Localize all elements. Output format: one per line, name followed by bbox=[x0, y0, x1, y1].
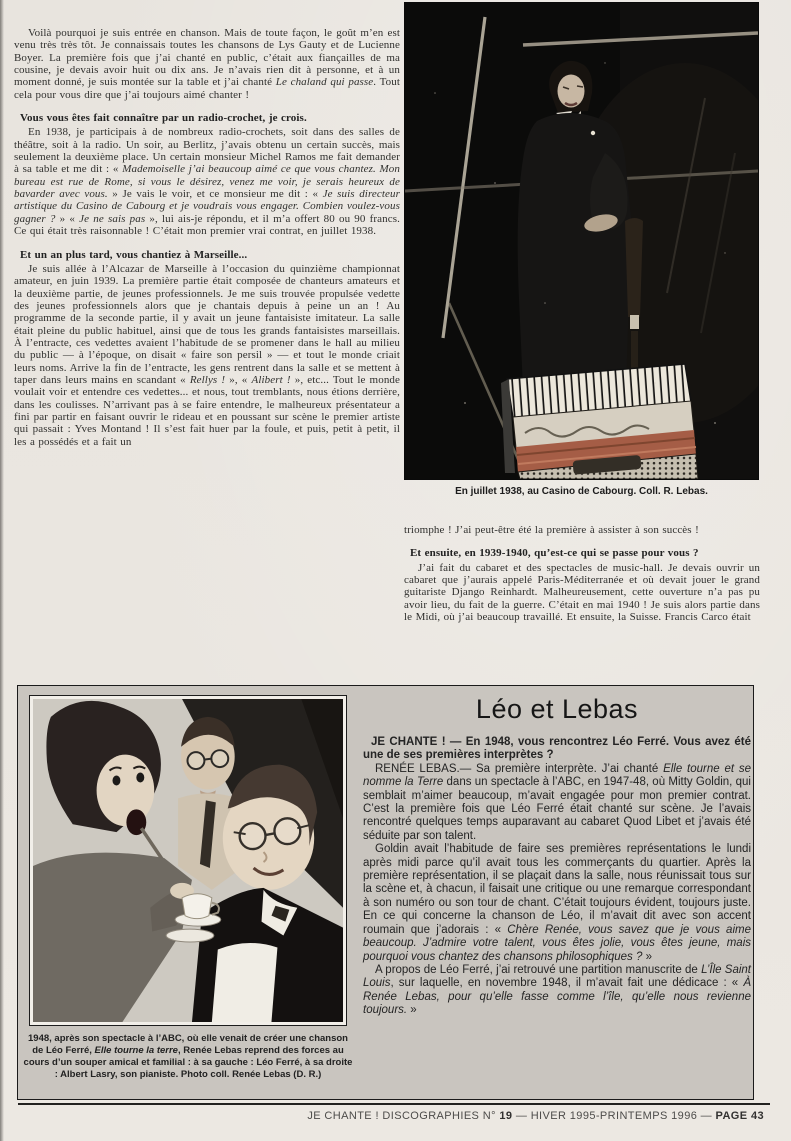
feature-box-text-column bbox=[363, 692, 751, 1018]
answer-paragraph: En 1938, je participais à de nombreux radio-crochets, soit dans des salles de théâtre, soit à la radio. Un soir, au Berlitz, j’avais obtenu un certain succès, mais seulement la deuxième place. Un certain monsieur Michel Ramos me fait demander à sa table et me dit : « Mademoiselle j’ai beaucoup aimé ce que vous chantez. Mon bureau est rue de Rome, si vous le désirez, venez me voir, je serais heureux de bavarder avec vous. » Je vais le voir, et ce monsieur me dit : « Je suis directeur artistique du Casino de Cabourg et je voudrais vous engager. Combien voulez-vous gagner ? » « Je ne sais pas », lui ais-je répondu, et il m’a offert 80 ou 90 francs. Ce qui était très raisonnable ! C’était mon premier vrai contrat, en juillet 1938. bbox=[14, 126, 401, 238]
footer-page-number: PAGE 43 bbox=[715, 1110, 764, 1122]
feature-box-answer-2: Goldin avait l’habitude de faire ses premières représentations le lundi après midi parce qu’il avait tous les commerçants du quartier. Après la première représentation, il se plaçait dans la salle, nous réunissait tous sur la scène et, à chacun, il faisait une critique ou une remarque correspondant à son numéro ou son tour de chant. C’était toujours évident, toujours juste. En ce qui concerne la chanson de Léo, il m’avait dit avec son accent roumain que j’adorais : « Chère Renée, vous savez que je vous aime beaucoup. J’admire votre talent, vous êtes jolie, vous êtes jeune, mais pourquoi vous chantez des chansons philosophiques ? » bbox=[363, 843, 751, 963]
photo-cabourg-caption: En juillet 1938, au Casino de Cabourg. Coll. R. Lebas. bbox=[455, 486, 708, 497]
feature-box-answer-3: A propos de Léo Ferré, j’ai retrouvé une partition manuscrite de L’Île Saint Louis, sur laquelle, en novembre 1948, il m’avait fait une dédicace : « À Renée Lebas, pour qu’elle fasse comme l’île, qu’elle nous revienne toujours. » bbox=[363, 963, 751, 1017]
article-left-column bbox=[14, 27, 400, 448]
answer-paragraph: Voilà pourquoi je suis entrée en chanson. Mais de toute façon, le goût m’en est venu très très tôt. Je connaissais toutes les chansons de Lys Gauty et de Lucienne Boyer. La première fois que j’ai chanté en public, c’était aux fiançailles de ma cousine, je devais avoir huit ou dix ans. Je n’avais rien dit à personne, et à un moment donné, je suis montée sur la table et j’ai chanté Le chaland qui passe. Tout cela pour vous dire que j’ai toujours aimé chanter ! bbox=[14, 27, 400, 101]
photo-cabourg-illustration bbox=[405, 3, 758, 479]
footer-season: — HIVER 1995-PRINTEMPS 1996 — bbox=[512, 1110, 716, 1122]
feature-box-title: Léo et Lebas bbox=[475, 694, 639, 724]
photo-cabourg-1938 bbox=[405, 3, 758, 479]
feature-box-answer-1: RENÉE LEBAS.— Sa première interprète. J’ai chanté Elle tourne et se nomme la Terre dans un spectacle à l’ABC, en 1947-48, où Mitty Goldin, qui semblait m’aimer beaucoup, m’avait engagée pour mon premier contrat. C’est la première fois que Léo Ferré était chanté sur scène. Je l’avais rencontré quelques temps auparavant au cabaret Quod Libet et j’avais été séduite par son talent. bbox=[363, 762, 752, 842]
accordion-illustration bbox=[501, 364, 698, 479]
napkin bbox=[212, 943, 278, 1022]
footer-issue-number: 19 bbox=[499, 1110, 513, 1122]
interview-question-2: Et un an plus tard, vous chantiez à Marseille... bbox=[20, 248, 248, 261]
footer-magazine: JE CHANTE ! DISCOGRAPHIES N° bbox=[307, 1110, 500, 1122]
photo-souper-1948 bbox=[29, 695, 347, 1026]
interview-question-3: Et ensuite, en 1939-1940, qu’est-ce qui se passe pour vous ? bbox=[410, 547, 699, 560]
article-right-column bbox=[404, 524, 760, 623]
photo-souper-illustration bbox=[33, 699, 343, 1022]
feature-box-leo-et-lebas bbox=[17, 685, 754, 1100]
footer-rule bbox=[18, 1103, 770, 1105]
photo-souper-caption: 1948, après son spectacle à l’ABC, où elle venait de créer une chanson de Léo Ferré, Elle tourne la terre, Renée Lebas reprend des forces au cours d’un souper amical et familial : à sa gauche : Léo Ferré, à sa droite : Albert Lasry, son pianiste. Photo coll. Renée Lebas (D. R.) bbox=[23, 1033, 353, 1080]
interview-question-1: Vous vous êtes fait connaître par un radio-crochet, je crois. bbox=[20, 112, 307, 125]
footer bbox=[307, 1110, 764, 1122]
answer-continuation: triomphe ! J’ai peut-être été la première à assister à son succès ! bbox=[404, 524, 699, 536]
scan-edge-shadow bbox=[0, 0, 4, 1141]
answer-paragraph: J’ai fait du cabaret et des spectacles de music-hall. Je devais ouvrir un cabaret que j’aurais appelé Paris-Méditerranée et où devait jouer le grand guitariste Django Reinhardt. Malheureusement, cette ouverture n’a pas pu avoir lieu, du fait de la guerre. C’était en mai 1940 ! Je suis alors partie dans le Midi, où j’ai beaucoup travaillé. Et ensuite, la Suisse. Francis Carco était bbox=[404, 561, 760, 624]
answer-paragraph: Je suis allée à l’Alcazar de Marseille à l’occasion du quinzième championnat amateur, en juin 1939. La première partie était composée de chanteurs amateurs et la deuxième partie, de jeunes professionnels. Je me suis trouvée propulsée vedette des jeunes professionnels alors que je chantais depuis à peine un an ! Au programme de la seconde partie, il y avait un jeune fantaisiste imitateur. La salle était pleine du public habituel, ainsi que de tous les grands fantaisistes marseillais. À l’entracte, ces vedettes avaient l’habitude de se promener dans le hall au milieu du public — à l’époque, on disait « faire son persil » — et tout le monde criait leurs noms. Arrive la fin de l’entracte, les gens rentrent dans la salle et se mettent à taper dans leurs mains en scandant « Rellys ! », « Alibert ! », etc... Tout le monde voulait voir et entendre ces vedettes... et nous, tout tremblants, nous étions derrière, dans les coulisses. N’arrivant pas à se faire entendre, le malheureux présentateur a fini par partir en faisant ouvrir le rideau et en poussant sur scène le premier artiste qui passait : Yves Montand ! Il s’est fait huer par la foule, et puis, petit à petit, il les a possédés et a fait un bbox=[14, 262, 400, 448]
feature-box-question: JE CHANTE ! — En 1948, vous rencontrez Léo Ferré. Vous avez été une de ses premières interprètes ? bbox=[363, 736, 751, 762]
